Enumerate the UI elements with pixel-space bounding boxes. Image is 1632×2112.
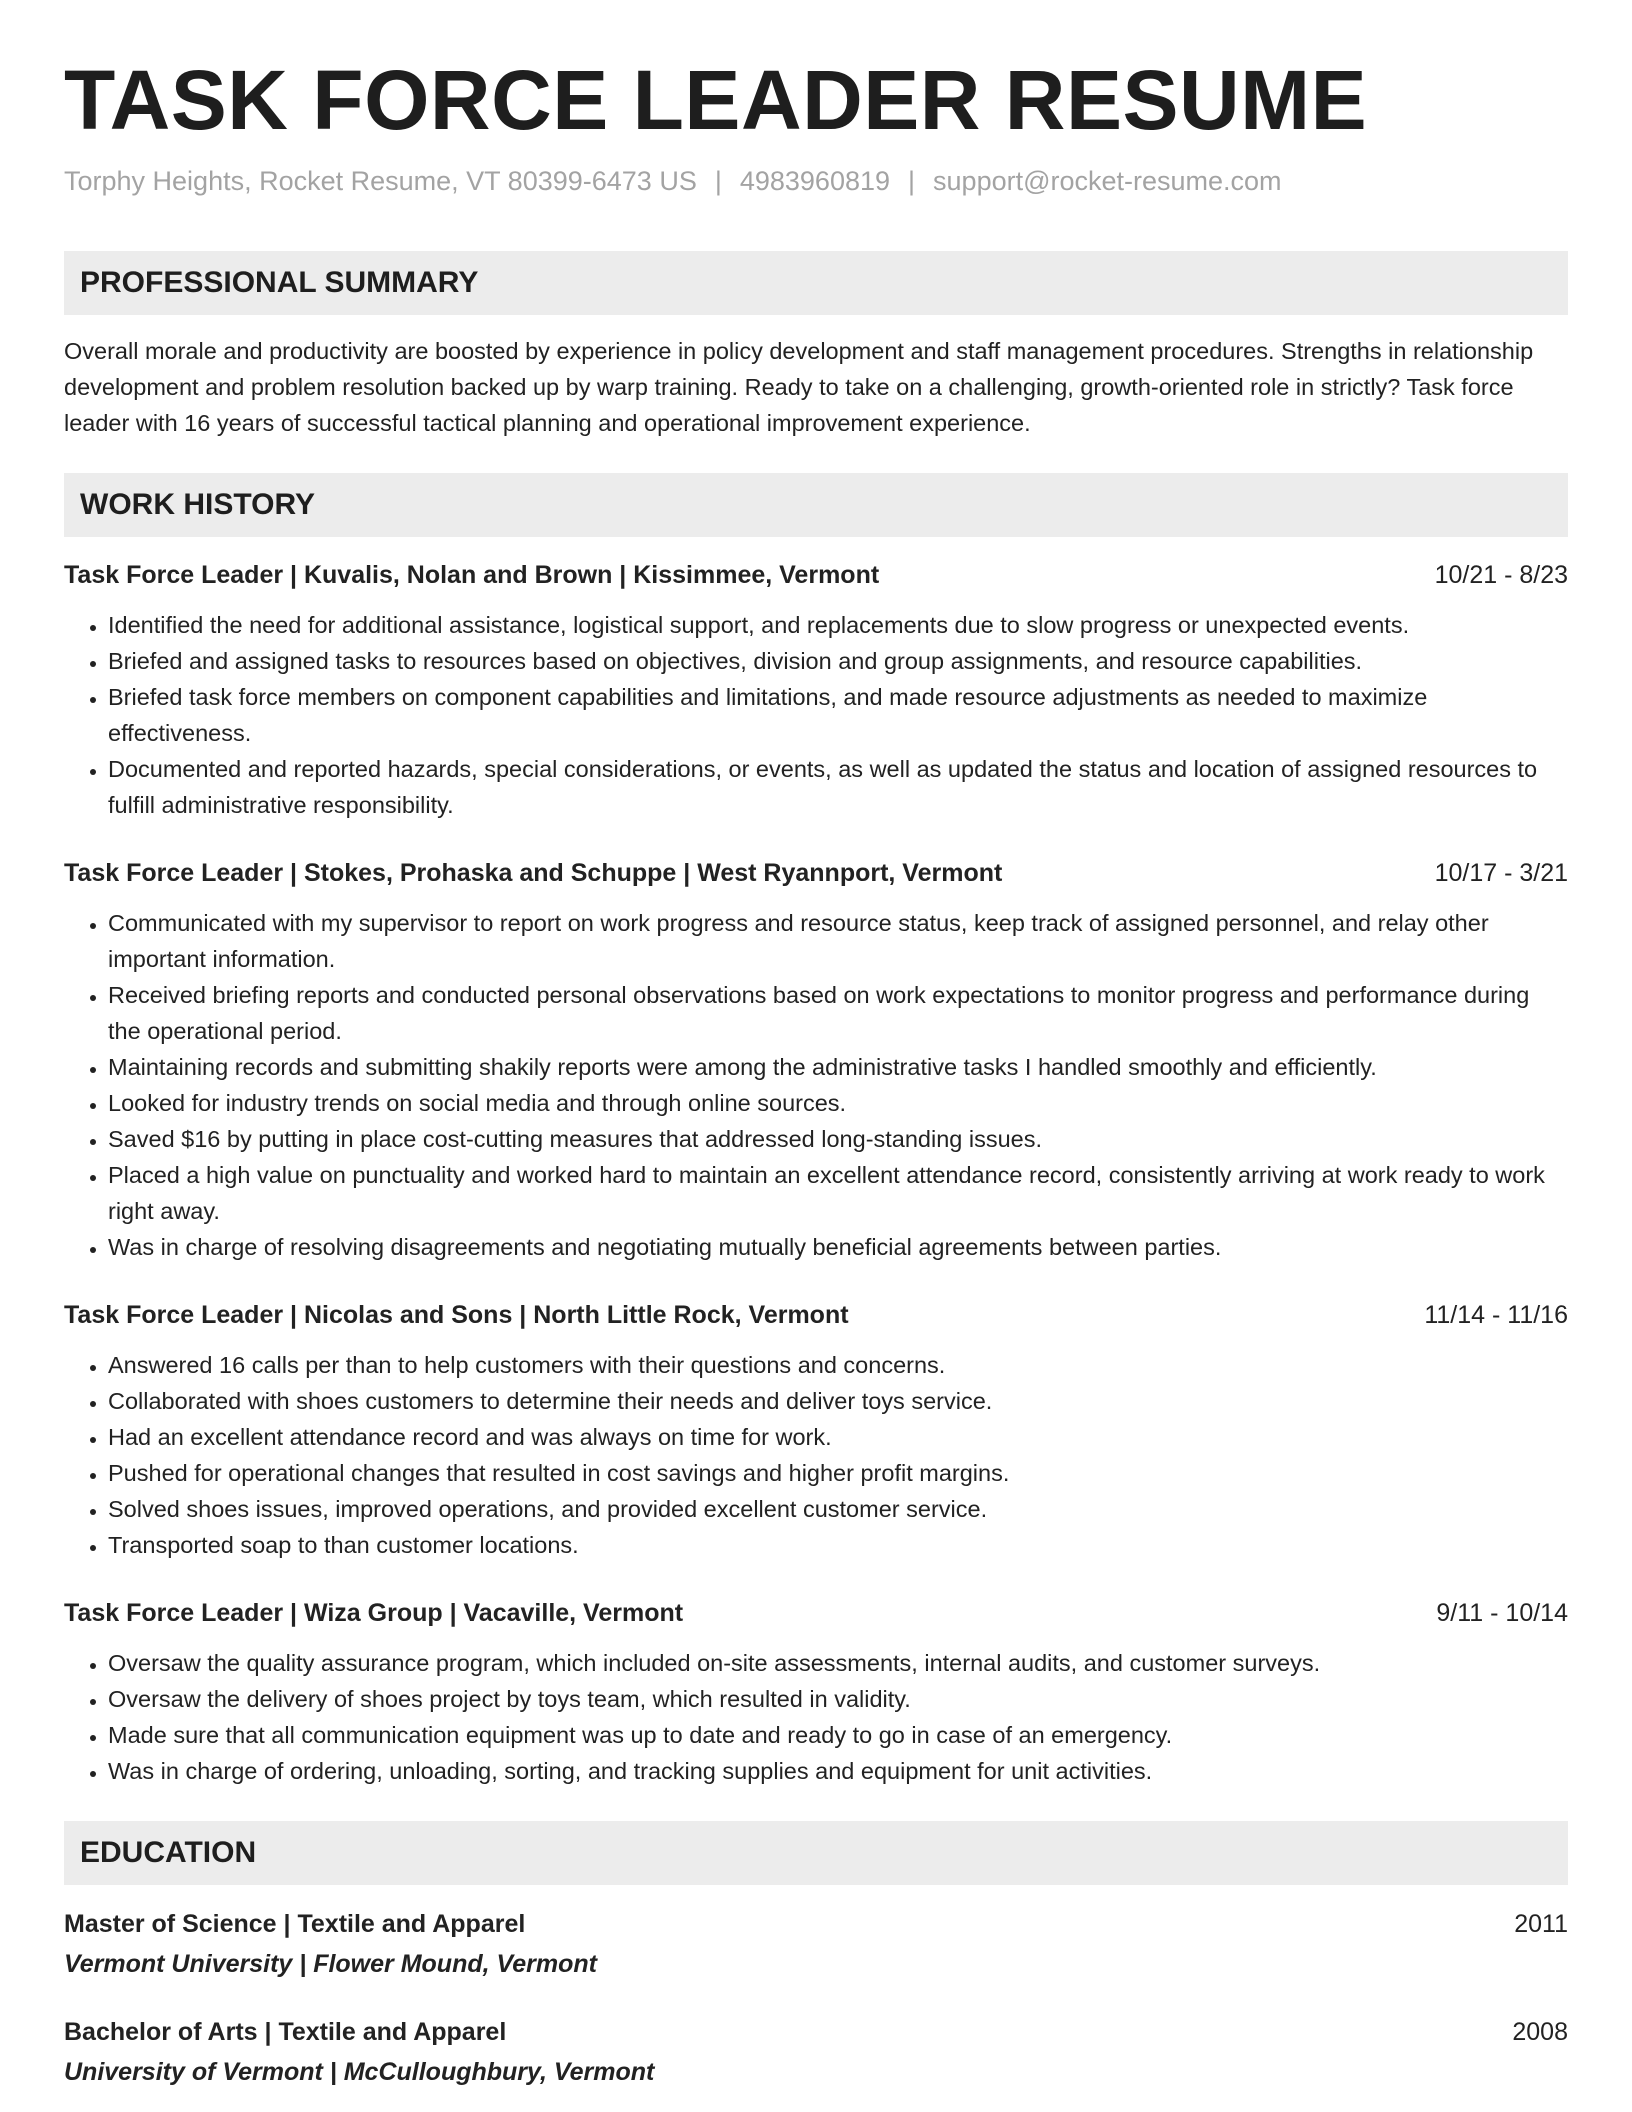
- contact-separator: |: [908, 166, 916, 197]
- job-bullet: • Placed a high value on punctuality and worked hard to maintain an excellent attendance record, consistently arriving at work ready to work right away.: [108, 1157, 1568, 1229]
- job-bullets: [64, 1347, 1568, 1563]
- job-title: Task Force Leader | Stokes, Prohaska and Schuppe | West Ryannport, Vermont: [64, 859, 1003, 888]
- job-dates: 11/14 - 11/16: [1424, 1301, 1568, 1330]
- contact-separator: |: [714, 166, 722, 197]
- job-bullet: • Collaborated with shoes customers to determine their needs and deliver toys service.: [108, 1383, 1568, 1419]
- education-header: [64, 1905, 1568, 1943]
- job-bullet: • Briefed and assigned tasks to resources based on objectives, division and group assignments, and resource capabilities.: [108, 643, 1568, 679]
- education-school: University of Vermont | McCulloughbury, Vermont: [64, 2058, 655, 2087]
- job-bullet: • Identified the need for additional assistance, logistical support, and replacements due to slow progress or unexpected events.: [108, 607, 1568, 643]
- job-title: Task Force Leader | Wiza Group | Vacaville, Vermont: [64, 1599, 684, 1628]
- education-degree: Master of Science | Textile and Apparel: [64, 1910, 526, 1939]
- contact-line: [64, 164, 1568, 199]
- job-title: Task Force Leader | Kuvalis, Nolan and Brown | Kissimmee, Vermont: [64, 561, 880, 590]
- job-bullet: • Had an excellent attendance record and was always on time for work.: [108, 1419, 1568, 1455]
- job-dates: 10/17 - 3/21: [1434, 859, 1568, 888]
- job-entry: [64, 1595, 1568, 1789]
- job-bullet: • Oversaw the delivery of shoes project by toys team, which resulted in validity.: [108, 1681, 1568, 1717]
- education-header: [64, 2013, 1568, 2051]
- job-dates: 9/11 - 10/14: [1436, 1599, 1568, 1628]
- job-dates: 10/21 - 8/23: [1434, 561, 1568, 590]
- section-header-summary: PROFESSIONAL SUMMARY: [64, 251, 1568, 315]
- job-bullet: • Transported soap to than customer locations.: [108, 1527, 1568, 1563]
- education-entry: [64, 1905, 1568, 1983]
- contact-phone: 4983960819: [739, 166, 891, 197]
- education-year: 2008: [1512, 2018, 1568, 2047]
- job-entry: [64, 1297, 1568, 1563]
- job-title: Task Force Leader | Nicolas and Sons | North Little Rock, Vermont: [64, 1301, 849, 1330]
- job-bullet: • Made sure that all communication equipment was up to date and ready to go in case of an emergency.: [108, 1717, 1568, 1753]
- job-bullets: [64, 905, 1568, 1265]
- job-bullet: • Received briefing reports and conducted personal observations based on work expectations to monitor progress and performance during the operational period.: [108, 977, 1568, 1049]
- section-header-work-history: WORK HISTORY: [64, 473, 1568, 537]
- job-bullet: • Was in charge of ordering, unloading, sorting, and tracking supplies and equipment for unit activities.: [108, 1753, 1568, 1789]
- job-bullet: • Answered 16 calls per than to help customers with their questions and concerns.: [108, 1347, 1568, 1383]
- job-header: [64, 557, 1568, 593]
- job-bullet: • Communicated with my supervisor to report on work progress and resource status, keep track of assigned personnel, and relay other important information.: [108, 905, 1568, 977]
- resume-title: TASK FORCE LEADER RESUME: [64, 53, 1368, 147]
- education-school: Vermont University | Flower Mound, Vermont: [64, 1950, 597, 1979]
- job-bullet: • Maintaining records and submitting shakily reports were among the administrative tasks I handled smoothly and efficiently.: [108, 1049, 1568, 1085]
- job-header: [64, 1595, 1568, 1631]
- job-header: [64, 1297, 1568, 1333]
- education-year: 2011: [1514, 1910, 1568, 1939]
- job-bullets: [64, 1645, 1568, 1789]
- job-entry: [64, 855, 1568, 1265]
- section-header-education: EDUCATION: [64, 1821, 1568, 1885]
- contact-email: support@rocket-resume.com: [933, 166, 1282, 197]
- job-bullet: • Was in charge of resolving disagreements and negotiating mutually beneficial agreements between parties.: [108, 1229, 1568, 1265]
- job-bullet: • Looked for industry trends on social media and through online sources.: [108, 1085, 1568, 1121]
- job-bullet: • Briefed task force members on component capabilities and limitations, and made resource adjustments as needed to maximize effectiveness.: [108, 679, 1568, 751]
- job-bullet: • Solved shoes issues, improved operations, and provided excellent customer service.: [108, 1491, 1568, 1527]
- job-bullet: • Saved $16 by putting in place cost-cutting measures that addressed long-standing issues.: [108, 1121, 1568, 1157]
- job-bullet: • Oversaw the quality assurance program, which included on-site assessments, internal audits, and customer surveys.: [108, 1645, 1568, 1681]
- job-bullet: • Pushed for operational changes that resulted in cost savings and higher profit margins.: [108, 1455, 1568, 1491]
- education-degree: Bachelor of Arts | Textile and Apparel: [64, 2018, 507, 2047]
- summary-text: Overall morale and productivity are boosted by experience in policy development and staff management procedures. Strengths in relationship development and problem resolution backed up by warp training. Ready to take on a challenging, growth-oriented role in strictly? Task force leader with 16 years of successful tactical planning and operational improvement experience.: [64, 338, 1534, 437]
- contact-address: Torphy Heights, Rocket Resume, VT 80399-6473 US: [64, 166, 697, 197]
- education-entry: [64, 2013, 1568, 2091]
- job-entry: [64, 557, 1568, 823]
- job-header: [64, 855, 1568, 891]
- job-bullet: • Documented and reported hazards, special considerations, or events, as well as updated the status and location of assigned resources to fulfill administrative responsibility.: [108, 751, 1568, 823]
- job-bullets: [64, 607, 1568, 823]
